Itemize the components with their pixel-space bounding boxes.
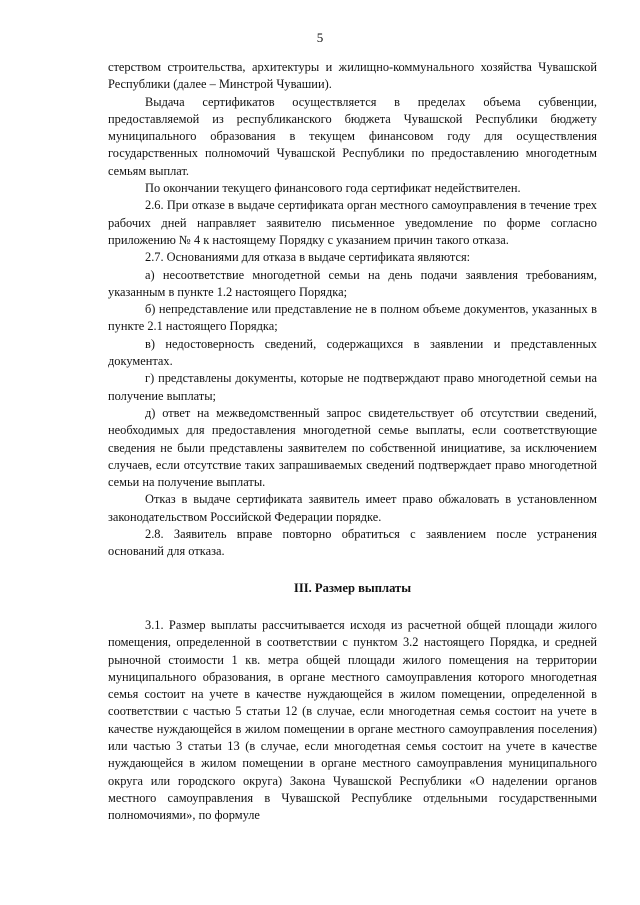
document-body bbox=[108, 59, 597, 824]
list-item-g: г) представлены документы, которые не подтверждают право многодетной семьи на получение выплаты; bbox=[108, 371, 597, 403]
list-item-d: д) ответ на межведомственный запрос свидетельствует об отсутствии сведений, необходимых для предоставления многодетной семье выплаты, если соответствующие сведения не были представлены заявителем по собственной инициативе, за исключением случаев, если отсутствие таких запрашиваемых сведений подтверждает право многодетной семьи на получение выплаты. bbox=[108, 405, 597, 490]
paragraph-3-1: 3.1. Размер выплаты рассчитывается исходя из расчетной общей площади жилого помещения, определенной в соответствии с пунктом 3.2 настоящего Порядка, и средней рыночной стоимости 1 кв. метра общей площади жилого помещения на территории муниципального образования, в органе местного самоуправления которого многодетная семья состоит на учете в качестве нуждающейся в жилом помещении, определенной в соответствии с частью 5 статьи 12 (в случае, если многодетная семья состоит на учете в качестве нуждающейся в жилом помещении в органе местного самоуправления поселения) или частью 3 статьи 13 (в случае, если многодетная семья состоит на учете в качестве нуждающейся в жилом помещении в органе местного самоуправления муниципального округа или городского округа) Закона Чувашской Республики «О наделении органов местного самоуправления в Чувашской Республике отдельными государственными полномочиями», по формуле bbox=[108, 617, 597, 823]
paragraph-2-6: 2.6. При отказе в выдаче сертификата орган местного самоуправления в течение трех рабочих дней направляет заявителю письменное уведомление по форме согласно приложению № 4 к настоящему Порядку с указанием причин такого отказа. bbox=[108, 198, 597, 247]
paragraph-appeal: Отказ в выдаче сертификата заявитель имеет право обжаловать в установленном законодательством Российской Федерации порядке. bbox=[108, 492, 597, 524]
list-item-b: б) непредставление или представление не в полном объеме документов, указанных в пункте 2.1 настоящего Порядка; bbox=[108, 302, 597, 334]
paragraph-2-7: 2.7. Основаниями для отказа в выдаче сертификата являются: bbox=[145, 250, 471, 265]
list-item-v: в) недостоверность сведений, содержащихся в заявлении и представленных документах. bbox=[108, 336, 597, 369]
list-item-a: а) несоответствие многодетной семьи на день подачи заявления требованиям, указанным в пункте 1.2 настоящего Порядка; bbox=[108, 267, 597, 299]
paragraph-2-8: 2.8. Заявитель вправе повторно обратиться с заявлением после устранения оснований для отказа. bbox=[108, 527, 597, 559]
paragraph-subvention: Выдача сертификатов осуществляется в пределах объема субвенции, предоставляемой из республиканского бюджета Чувашской Республики бюджету муниципального образования в текущем финансовом году для осуществления государственных полномочий Чувашской Республики по предоставлению многодетным семьям выплат. bbox=[108, 94, 597, 178]
section-title: III. Размер выплаты bbox=[293, 580, 412, 595]
paragraph-continuation: стерством строительства, архитектуры и жилищно-коммунального хозяйства Чувашской Республики (далее – Минстрой Чувашии). bbox=[108, 60, 597, 92]
page-number: 5 bbox=[316, 30, 324, 45]
paragraph-certificate-expiry: По окончании текущего финансового года сертификат недействителен. bbox=[145, 181, 521, 196]
